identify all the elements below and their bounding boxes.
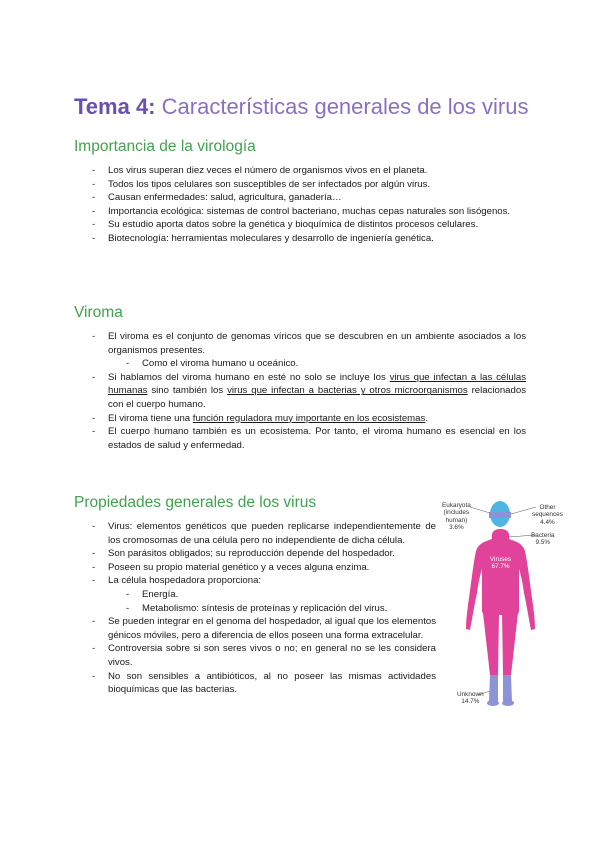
list-item: - Se pueden integrar en el genoma del hospedador, al igual que los elementos génicos móviles, pero a diferencia de ellos poseen una forma extracelular.	[74, 615, 436, 642]
list-item: - Importancia ecológica: sistemas de control bacteriano, muchas cepas naturales son lisógenos.	[74, 205, 526, 219]
label-eukaryota-name-1: Eukaryota	[442, 502, 471, 509]
viroma-item-2-part-b: sino también los	[147, 385, 228, 397]
page-title	[74, 94, 528, 120]
list-item: - Son parásitos obligados; su reproducción depende del hospedador.	[74, 547, 436, 561]
list-item: - Biotecnología: herramientas moleculares y desarrollo de ingeniería genética.	[74, 232, 526, 246]
list-item	[74, 371, 526, 412]
leader-line-eukaryota	[470, 507, 490, 513]
label-other-name-1: Other	[539, 504, 556, 511]
propiedades-sublist	[108, 588, 436, 615]
sub-list-item: - Metabolismo: síntesis de proteínas y replicación del virus.	[108, 602, 436, 616]
label-unknown-pct: 14.7%	[461, 698, 480, 706]
label-unknown	[457, 691, 484, 706]
list-item: - Los virus superan diez veces el número de organismos vivos en el planeta.	[74, 164, 526, 178]
label-eukaryota-name-3: human)	[445, 516, 468, 524]
body-legs	[483, 613, 518, 675]
list-item: - Su estudio aporta datos sobre la genética y bioquímica de distintos procesos celulares.	[74, 218, 526, 232]
viroma-item-2-part-c: relacionados con el cuerpo humano.	[108, 385, 526, 410]
viroma-item-3-part-b: .	[425, 412, 428, 424]
label-other-pct: 4.4%	[540, 518, 555, 526]
sub-list-item: - Energía.	[108, 588, 436, 602]
list-item: - Todos los tipos celulares son susceptibles de ser infectados por algún virus.	[74, 178, 526, 192]
human-virome-figure	[440, 495, 563, 715]
list-item	[74, 412, 526, 426]
heading-importancia-virologia: Importancia de la virología	[74, 138, 256, 155]
list-item	[74, 330, 526, 371]
label-viruses-name: Viruses	[489, 556, 512, 563]
label-eukaryota-name-2: (includes	[443, 509, 470, 517]
viroma-item-2-underline-2: virus que infectan a bacterias y otros microorganismos	[227, 385, 468, 397]
legs-unknown-region	[489, 675, 512, 701]
label-viruses-pct: 67.7%	[491, 563, 510, 571]
list-item: - Controversia sobre si son seres vivos o no; en general no se les considera vivos.	[74, 642, 436, 669]
list-item: - El cuerpo humano también es un ecosistema. Por tanto, el viroma humano es esencial en los estados de salud y enfermedad.	[74, 425, 526, 452]
heading-viroma: Viroma	[74, 304, 123, 321]
label-viruses	[487, 556, 514, 571]
label-bacteria-pct: 9.5%	[535, 539, 551, 547]
label-other-sequences	[532, 504, 563, 526]
viroma-item-3-underline: función reguladora muy importante en los ecosistemas	[192, 412, 426, 424]
list-item	[74, 574, 436, 615]
label-bacteria-name: Bacteria	[531, 532, 555, 539]
propiedades-item-host-text: La célula hospedadora proporciona:	[108, 575, 262, 587]
list-item: - No son sensibles a antibióticos, al no poseer las mismas actividades bioquímicas que las bacterias.	[74, 670, 436, 697]
list-viroma	[74, 330, 526, 452]
list-item: - Virus: elementos genéticos que pueden replicarse independientemente de los cromosomas de una célula pero no independiente de dicha célula.	[74, 520, 436, 547]
head-band	[489, 512, 511, 518]
label-eukaryota-pct: 3.6%	[449, 524, 464, 532]
right-foot	[502, 700, 514, 706]
label-eukaryota	[442, 502, 471, 532]
left-foot	[487, 700, 499, 706]
title-prefix: Tema 4:	[74, 94, 156, 119]
label-other-name-2: sequences	[532, 511, 563, 519]
sub-list-item: - Como el viroma humano u oceánico.	[108, 357, 526, 371]
body-torso	[482, 567, 519, 615]
viroma-item-2-underline-1: virus que infectan a las células humanas	[108, 371, 526, 397]
label-unknown-name: Unknown	[457, 691, 484, 698]
viroma-item-1-text: El viroma es el conjunto de genomas víricos que se descubren en un ambiente asociados a los organismos presentes.	[108, 331, 526, 356]
viroma-item-2-part-a: Si hablamos del viroma humano en esté no solo se incluye los	[108, 371, 390, 383]
list-importancia-virologia	[74, 164, 526, 246]
viroma-sublist	[108, 357, 526, 371]
title-text: Características generales de los virus	[161, 94, 529, 119]
list-item: - Causan enfermedades: salud, agricultura, ganadería…	[74, 191, 526, 205]
heading-propiedades: Propiedades generales de los virus	[74, 494, 317, 511]
list-item: - Poseen su propio material genético y a veces alguna enzima.	[74, 561, 436, 575]
viroma-item-3-part-a: El viroma tiene una	[108, 412, 193, 424]
label-bacteria	[531, 532, 554, 547]
list-propiedades	[74, 520, 436, 697]
